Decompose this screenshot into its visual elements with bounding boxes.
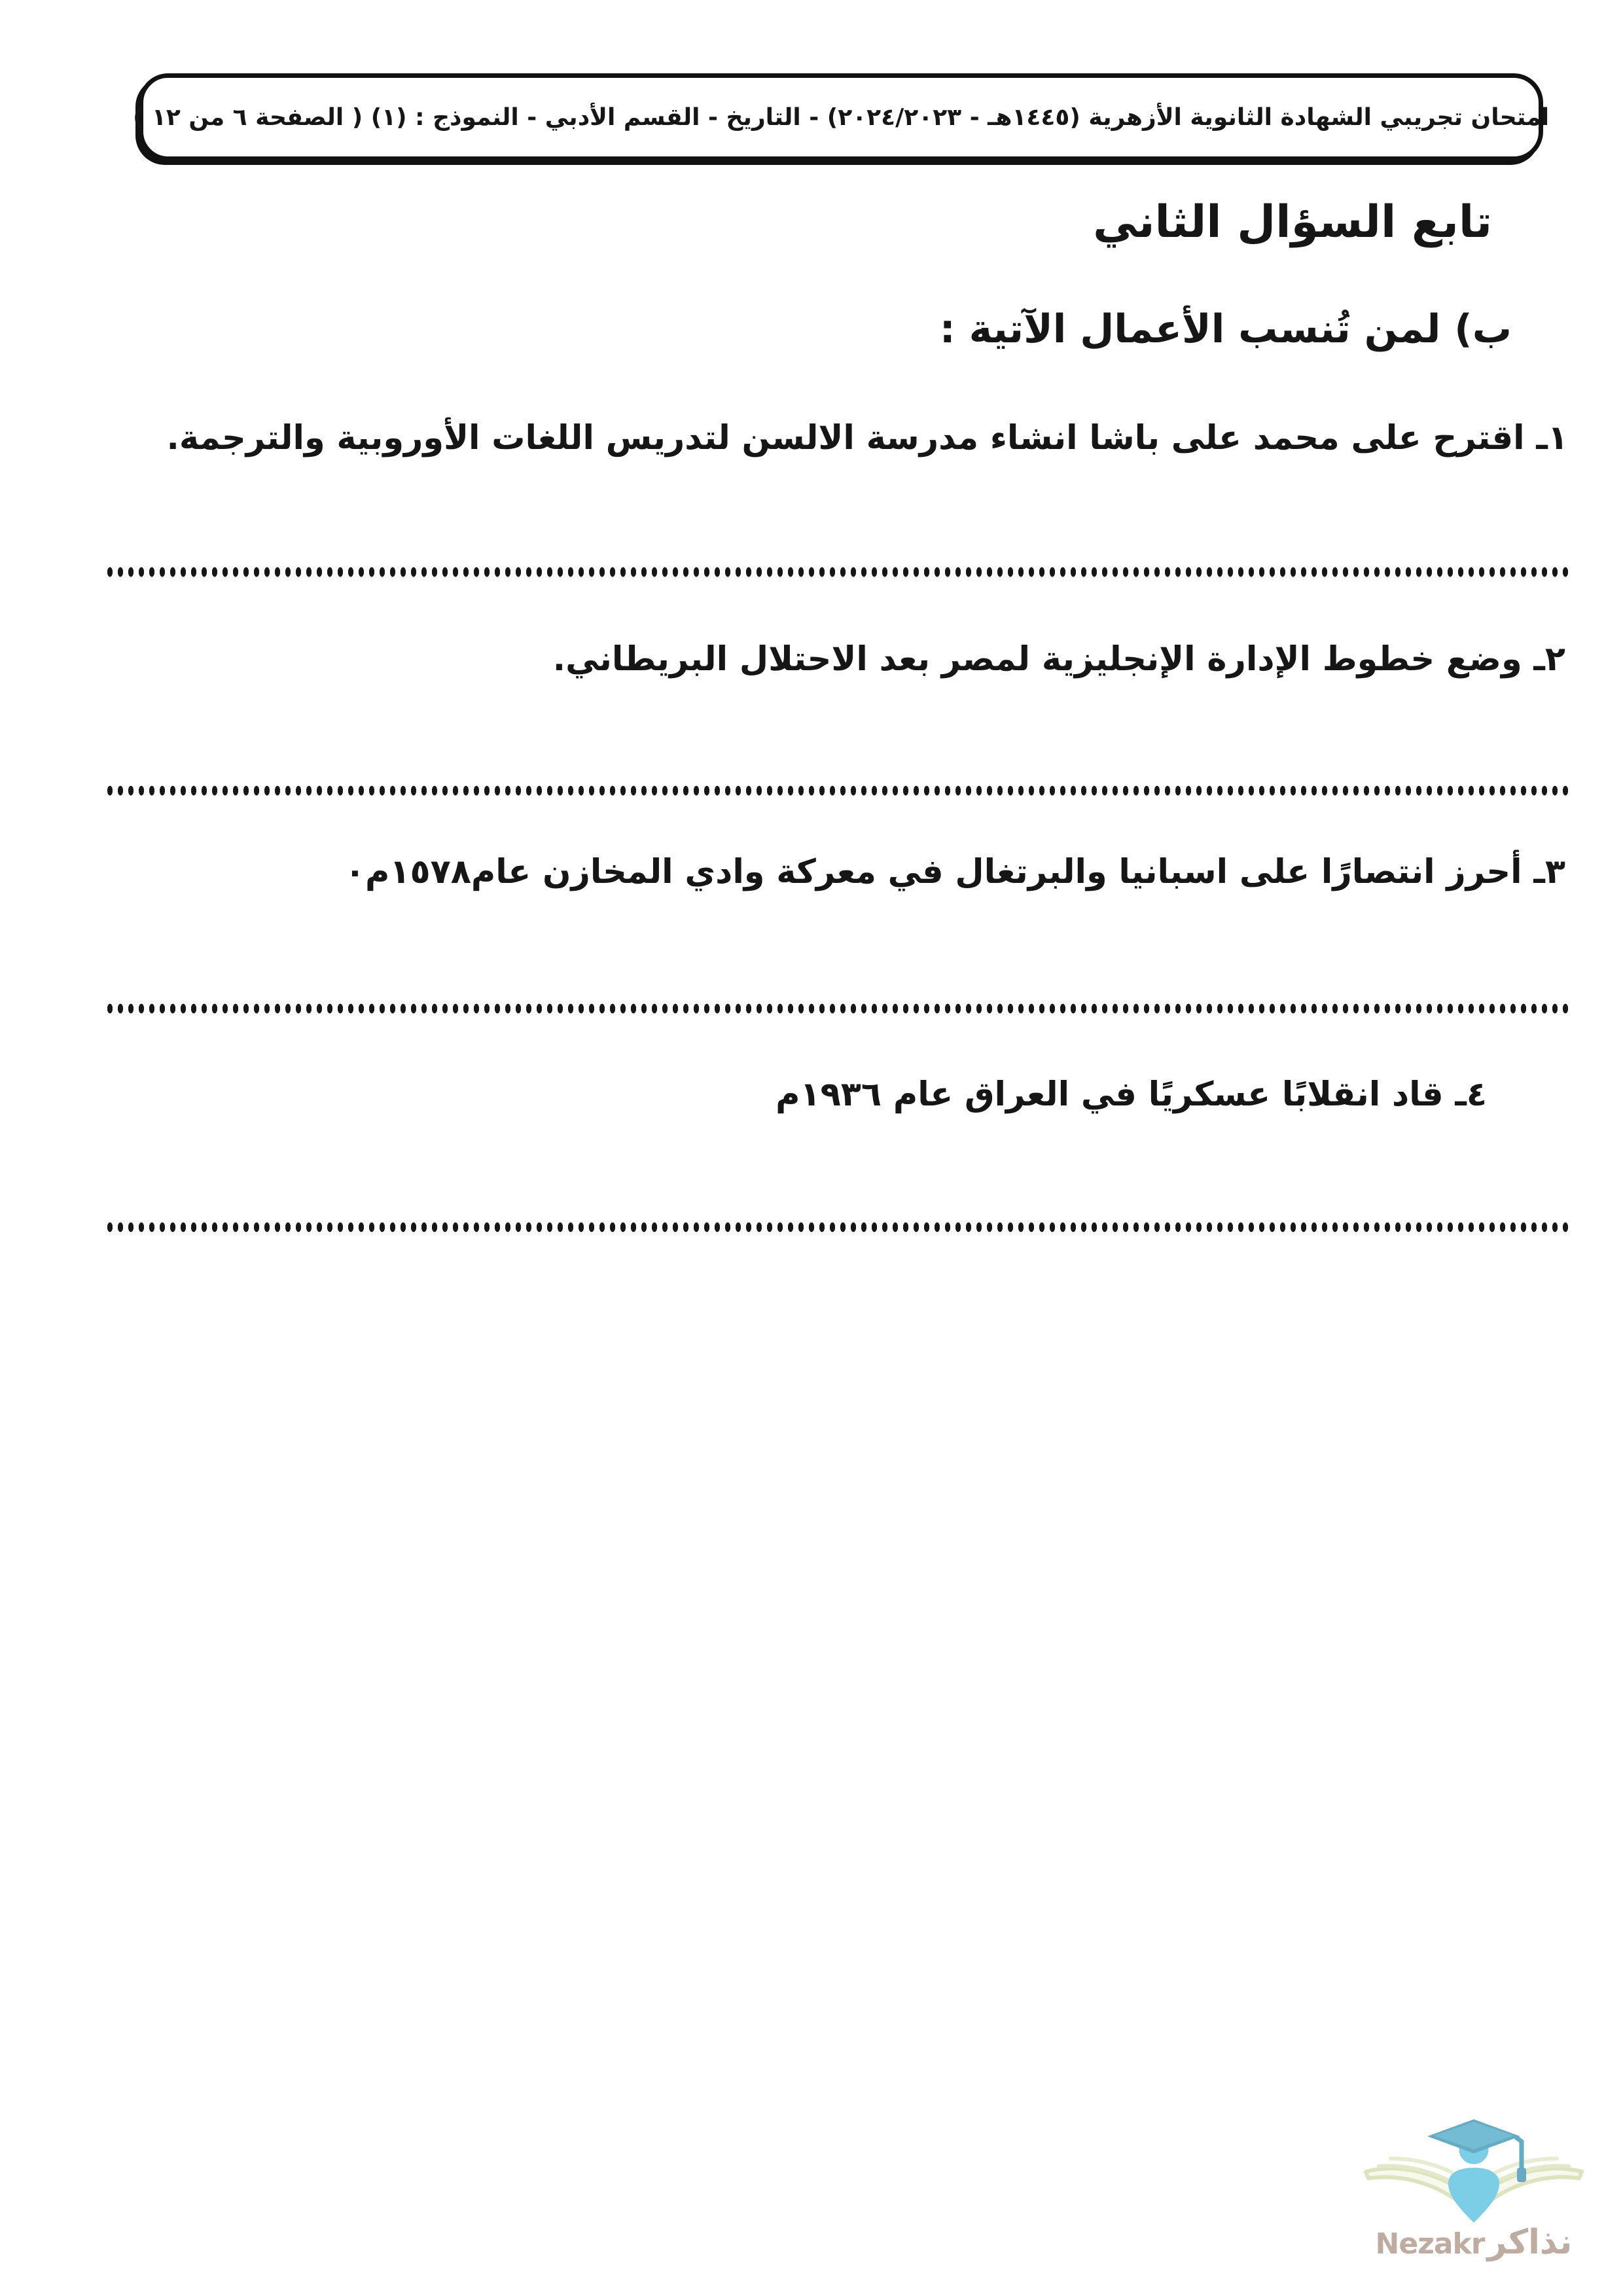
section-title: تابع السؤال الثاني [1093,196,1492,248]
graduation-student-book-icon [1359,2111,1588,2232]
exam-header-box [132,73,1550,161]
graduate-student-icon [1427,2119,1526,2223]
logo-text-arabic: نذاكر [1487,2223,1573,2262]
question-item-2: ٢ـ وضع خطوط الإدارة الإنجليزية لمصر بعد الاحتلال البريطاني. [552,640,1565,679]
logo-text-latin: Nezakr [1375,2227,1485,2261]
question-item-1: ١ـ اقترح على محمد على باشا انشاء مدرسة الالسن لتدريس اللغات الأوروبية والترجمة. [166,419,1568,457]
answer-dotted-line-2[interactable] [105,783,1571,798]
exam-header-text: امتحان تجريبي الشهادة الثانوية الأزهرية (١٤٤٥هـ - ٢٠٢٤/٢٠٢٣) - التاريخ - القسم الأدبي - النموذج : (١) ( الصفحة ٦ من ١٢ ) [132,103,1550,131]
logo-wordmark [1376,2223,1573,2262]
question-label: ب) لمن تُنسب الأعمال الآتية : [939,306,1512,352]
nezakr-logo [1349,2111,1598,2282]
question-item-4: ٤ـ قاد انقلابًا عسكريًا في العراق عام ١٩٣٦م [776,1075,1487,1114]
answer-dotted-line-4[interactable] [105,1219,1571,1235]
answer-dotted-line-3[interactable] [105,1001,1571,1016]
answer-dotted-line-1[interactable] [105,564,1571,580]
question-item-3: ٣ـ أحرز انتصارًا على اسبانيا والبرتغال في معركة وادي المخازن عام١٥٧٨م٠ [344,853,1565,891]
